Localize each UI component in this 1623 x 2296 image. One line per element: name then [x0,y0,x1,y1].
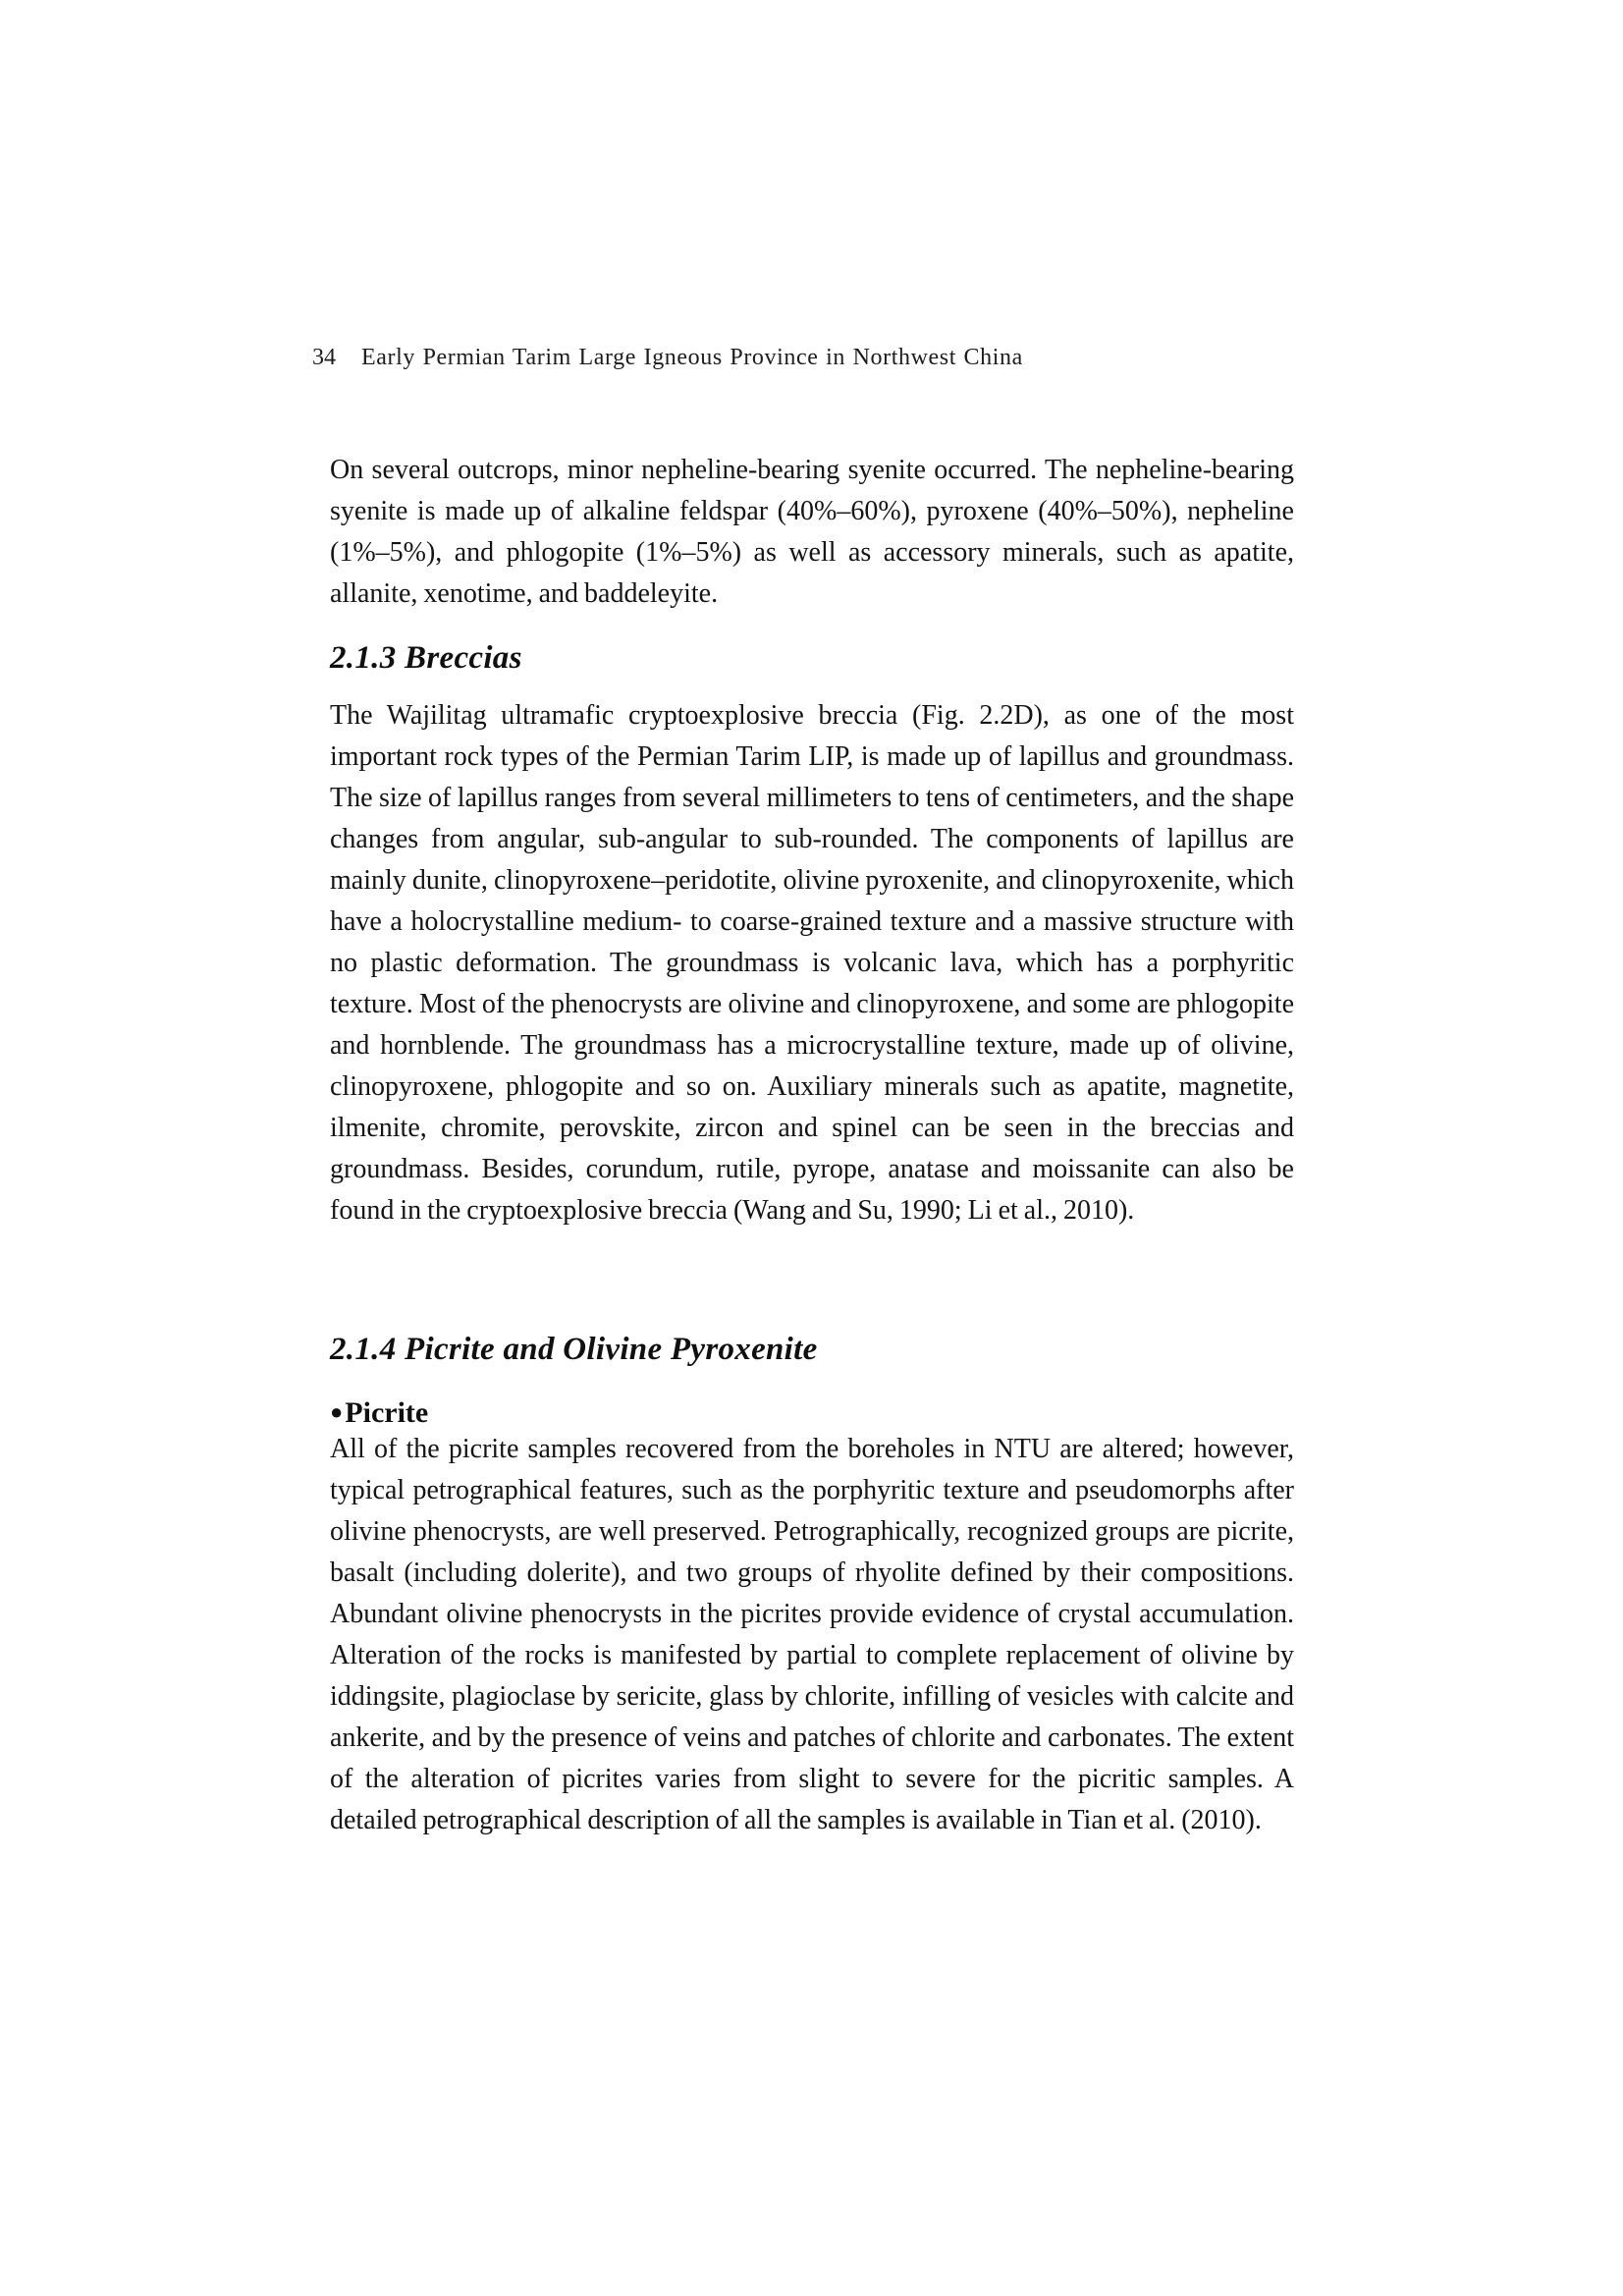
subsection-title-picrite: Picrite [345,1396,429,1429]
section-heading-picrite-olivine-pyroxenite: 2.1.4 Picrite and Olivine Pyroxenite [330,1332,818,1367]
paragraph-nepheline-syenite: On several outcrops, minor nepheline-bearing syenite occurred. The nepheline-bearing syenite is made up of alkaline feldspar (40%–60%), pyroxene (40%–50%), nepheline (1%–5%), and phlogopite (1%–5%) as well as accessory minerals, such as apatite, allanite, xenotime, and baddeleyite. [330,455,1294,609]
running-title: Early Permian Tarim Large Igneous Province in Northwest China [361,345,1023,370]
section-heading-breccias: 2.1.3 Breccias [330,640,522,676]
paragraph-picrite: All of the picrite samples recovered from the boreholes in NTU are altered; however, typical petrographical features, such as the porphyritic texture and pseudomorphs after olivine phenocrysts, are well preserved. Petrographically, recognized groups are picrite, basalt (including dolerite), and two groups of rhyolite defined by their compositions. Abundant olivine phenocrysts in the picrites provide evidence of crystal accumulation. Alteration of the rocks is manifested by partial to complete replacement of olivine by iddingsite, plagioclase by sericite, glass by chlorite, infilling of vesicles with calcite and ankerite, and by the presence of veins and patches of chlorite and carbonates. The extent of the alteration of picrites varies from slight to severe for the picritic samples. A detailed petrographical description of all the samples is available in Tian et al. (2010). [330,1434,1294,1835]
subsection-heading-picrite [330,1393,428,1433]
running-header [312,345,1023,371]
page-number: 34 [312,345,336,370]
paragraph-breccias: The Wajilitag ultramafic cryptoexplosive breccia (Fig. 2.2D), as one of the most important rock types of the Permian Tarim LIP, is made up of lapillus and groundmass. The size of lapillus ranges from several millimeters to tens of centimeters, and the shape changes from angular, sub-angular to sub-rounded. The components of lapillus are mainly dunite, clinopyroxene–peridotite, olivine pyroxenite, and clinopyroxenite, which have a holocrystalline medium- to coarse-grained texture and a massive structure with no plastic deformation. The groundmass is volcanic lava, which has a porphyritic texture. Most of the phenocrysts are olivine and clinopyroxene, and some are phlogopite and hornblende. The groundmass has a microcrystalline texture, made up of olivine, clinopyroxene, phlogopite and so on. Auxiliary minerals such as apatite, magnetite, ilmenite, chromite, perovskite, zircon and spinel can be seen in the breccias and groundmass. Besides, corundum, rutile, pyrope, anatase and moissanite can also be found in the cryptoexplosive breccia (Wang and Su, 1990; Li et al., 2010). [330,700,1294,1226]
bullet-icon: ● [330,1399,344,1424]
